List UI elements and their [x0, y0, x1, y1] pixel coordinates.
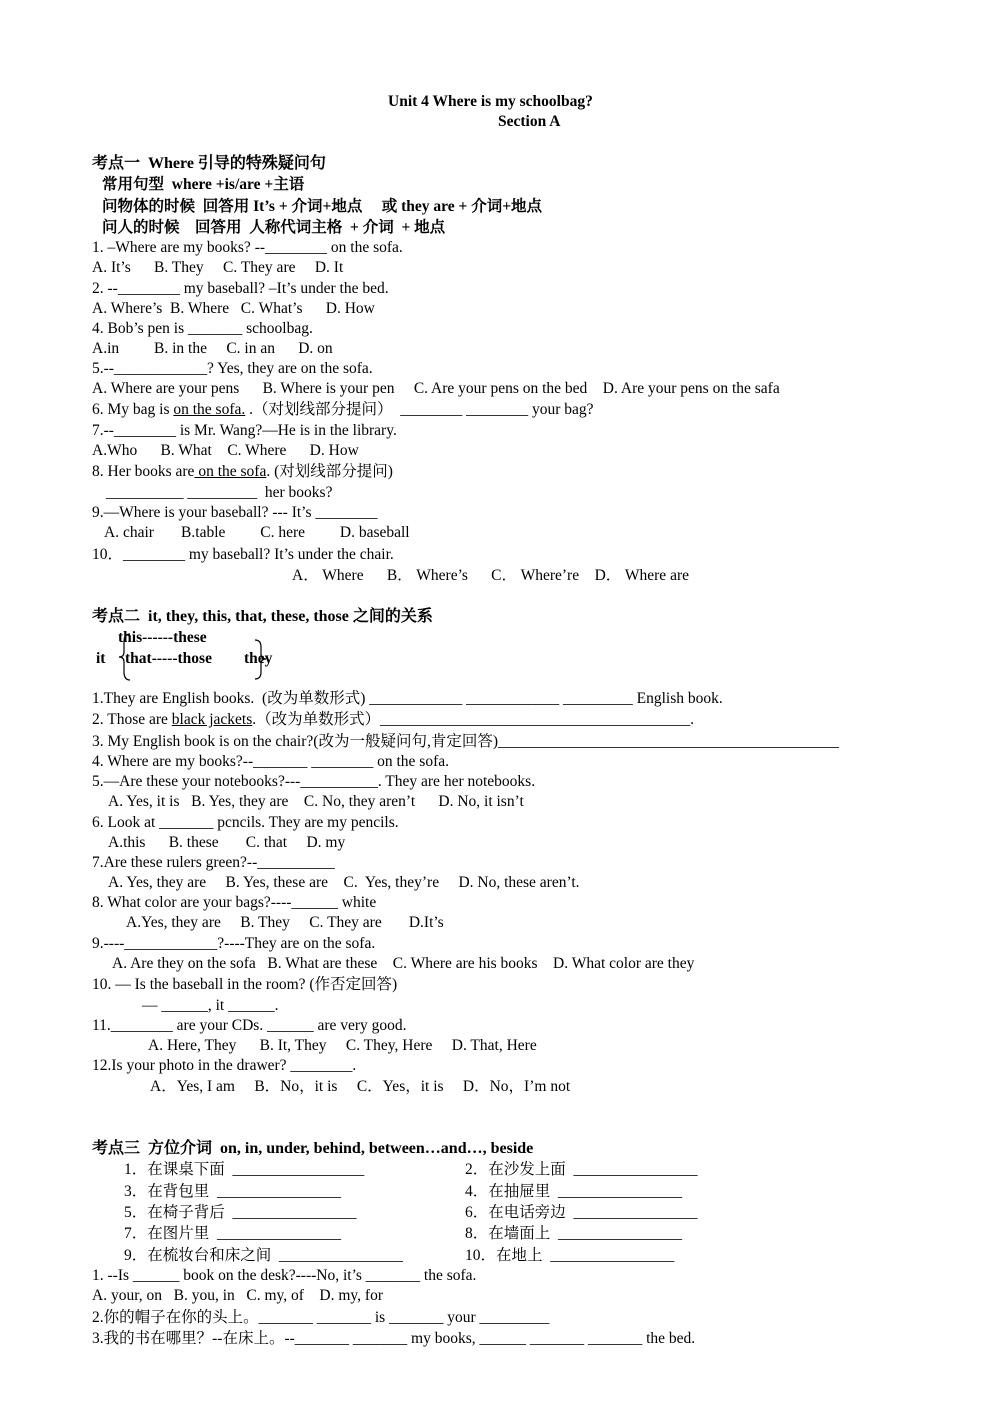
- diagram-that-those: that-----those: [125, 650, 212, 667]
- s1-q8-rest: . (对划线部分提问): [266, 463, 393, 480]
- s2-question-1: 1.They are English books. (改为单数形式) ____________ ____________ _________ English book.: [92, 690, 723, 707]
- s1-q8-underlined: on the sofa: [194, 463, 267, 480]
- s1-question-7: 7.--________ is Mr. Wang?—He is in the library.: [92, 422, 397, 439]
- s1-question-4: 4. Bob’s pen is _______ schoolbag.: [92, 320, 313, 337]
- s1-question-2: 2. --________ my baseball? –It’s under the bed.: [92, 280, 389, 297]
- section-1-heading: 考点一 Where 引导的特殊疑问句: [92, 155, 326, 172]
- s3-grid-item-4: 4．在抽屉里 ________________: [465, 1183, 683, 1200]
- s1-question-7-options: A.Who B. What C. Where D. How: [92, 442, 359, 459]
- s3-grid-item-1: 1．在课桌下面 _________________: [124, 1161, 365, 1178]
- s2-question-7-options: A. Yes, they are B. Yes, these are C. Yes, they’re D. No, these aren’t.: [108, 874, 580, 891]
- s3-grid-item-9: 9．在梳妆台和床之间 ________________: [124, 1247, 404, 1264]
- left-brace-icon: [116, 632, 136, 682]
- s2-q2-text: 2. Those are: [92, 711, 172, 728]
- s2-question-2: [92, 710, 694, 730]
- s1-question-5-options: A. Where are your pens B. Where is your pen C. Are your pens on the bed D. Are your pens on the safa: [92, 380, 780, 397]
- s2-question-9: 9.----____________?----They are on the sofa.: [92, 935, 376, 952]
- diagram-it: it: [96, 650, 106, 667]
- s1-question-10: 10．________ my baseball? It’s under the chair.: [92, 546, 394, 563]
- s2-question-11-options: A. Here, They B. It, They C. They, Here D. That, Here: [148, 1037, 537, 1054]
- s3-question-1-options: A. your, on B. you, in C. my, of D. my, for: [92, 1287, 383, 1304]
- s2-question-9-options: A. Are they on the sofa B. What are these C. Where are his books D. What color are they: [112, 955, 695, 972]
- rule-1: 常用句型 where +is/are +主语: [102, 176, 305, 193]
- diagram-this-these: this------these: [118, 629, 207, 646]
- s3-grid-item-10: 10．在地上 ________________: [465, 1247, 675, 1264]
- s3-grid-item-5: 5．在椅子背后 ________________: [124, 1204, 357, 1221]
- s2-question-8-options: A.Yes, they are B. They C. They are D.It’s: [126, 914, 444, 931]
- s2-q2-underlined: black jackets: [171, 711, 253, 728]
- s1-question-10-options: A． Where B． Where’s C． Where’re D． Where are: [292, 567, 689, 584]
- s1-question-2-options: A. Where’s B. Where C. What’s D. How: [92, 300, 375, 317]
- s1-question-9: 9.—Where is your baseball? --- It’s ________: [92, 504, 378, 521]
- s3-grid-item-6: 6．在电话旁边 ________________: [465, 1204, 698, 1221]
- page-subtitle: Section A: [498, 113, 561, 130]
- s3-grid-item-2: 2．在沙发上面 ________________: [465, 1161, 698, 1178]
- s1-question-1-options: A. It’s B. They C. They are D. It: [92, 259, 344, 276]
- right-brace-icon: [252, 638, 272, 682]
- section-2-heading: 考点二 it, they, this, that, these, those 之间的关系: [92, 608, 433, 625]
- s1-q8-text: 8. Her books are: [92, 463, 195, 480]
- s2-q2-rest: .（改为单数形式）________________________________________.: [252, 711, 695, 728]
- s2-question-12-options: A．Yes, I am B．No，it is C．Yes，it is D．No，I’m not: [150, 1078, 571, 1095]
- s2-question-4: 4. Where are my books?--_______ ________ on the sofa.: [92, 753, 449, 770]
- s3-grid-item-8: 8．在墙面上 ________________: [465, 1225, 683, 1242]
- page-title: Unit 4 Where is my schoolbag?: [388, 93, 593, 110]
- s2-question-6-options: A.this B. these C. that D. my: [108, 834, 346, 851]
- s1-q6-rest: .（对划线部分提问） ________ ________ your bag?: [245, 401, 594, 418]
- s3-grid-item-3: 3．在背包里 ________________: [124, 1183, 342, 1200]
- s1-question-5: 5.--____________? Yes, they are on the sofa.: [92, 360, 373, 377]
- s2-question-3: 3. My English book is on the chair?(改为一般疑问句,肯定回答)____________________________________________: [92, 733, 839, 750]
- s1-question-6: [92, 400, 594, 420]
- s2-question-7: 7.Are these rulers green?--__________: [92, 854, 335, 871]
- s3-question-3: 3.我的书在哪里？--在床上。--_______ _______ my books, ______ _______ _______ the bed.: [92, 1330, 696, 1347]
- s1-q6-underlined: on the sofa.: [173, 401, 246, 418]
- s1-question-8-answer: __________ _________ her books?: [106, 484, 333, 501]
- s2-question-11: 11.________ are your CDs. ______ are very good.: [92, 1017, 407, 1034]
- diagram-they: they: [244, 650, 273, 667]
- s3-question-2: 2.你的帽子在你的头上。_______ _______ is _______ your _________: [92, 1309, 550, 1326]
- s2-question-10: 10. — Is the baseball in the room? (作否定回答): [92, 976, 398, 993]
- s1-question-1: 1. –Where are my books? --________ on the sofa.: [92, 239, 403, 256]
- s2-question-6: 6. Look at _______ pcncils. They are my pencils.: [92, 814, 399, 831]
- rule-3: 问人的时候 回答用 人称代词主格 + 介词 + 地点: [102, 219, 446, 236]
- s2-question-5: 5.—Are these your notebooks?---__________. They are her notebooks.: [92, 773, 536, 790]
- s2-question-10-answer: — ______, it ______.: [142, 997, 279, 1014]
- s2-question-8: 8. What color are your bags?----______ white: [92, 894, 377, 911]
- s2-question-12: 12.Is your photo in the drawer? ________.: [92, 1057, 357, 1074]
- section-3-heading: 考点三 方位介词 on, in, under, behind, between…and…, beside: [92, 1140, 534, 1157]
- s1-question-8: [92, 462, 393, 482]
- rule-2: 问物体的时候 回答用 It’s + 介词+地点 或 they are + 介词+地点: [102, 198, 543, 215]
- s2-question-5-options: A. Yes, it is B. Yes, they are C. No, they aren’t D. No, it isn’t: [108, 793, 524, 810]
- s1-q6-text: 6. My bag is: [92, 401, 174, 418]
- s3-grid-item-7: 7．在图片里 ________________: [124, 1225, 342, 1242]
- s3-question-1: 1. --Is ______ book on the desk?----No, it’s _______ the sofa.: [92, 1267, 477, 1284]
- s1-question-4-options: A.in B. in the C. in an D. on: [92, 340, 333, 357]
- s1-question-9-options: A. chair B.table C. here D. baseball: [104, 524, 410, 541]
